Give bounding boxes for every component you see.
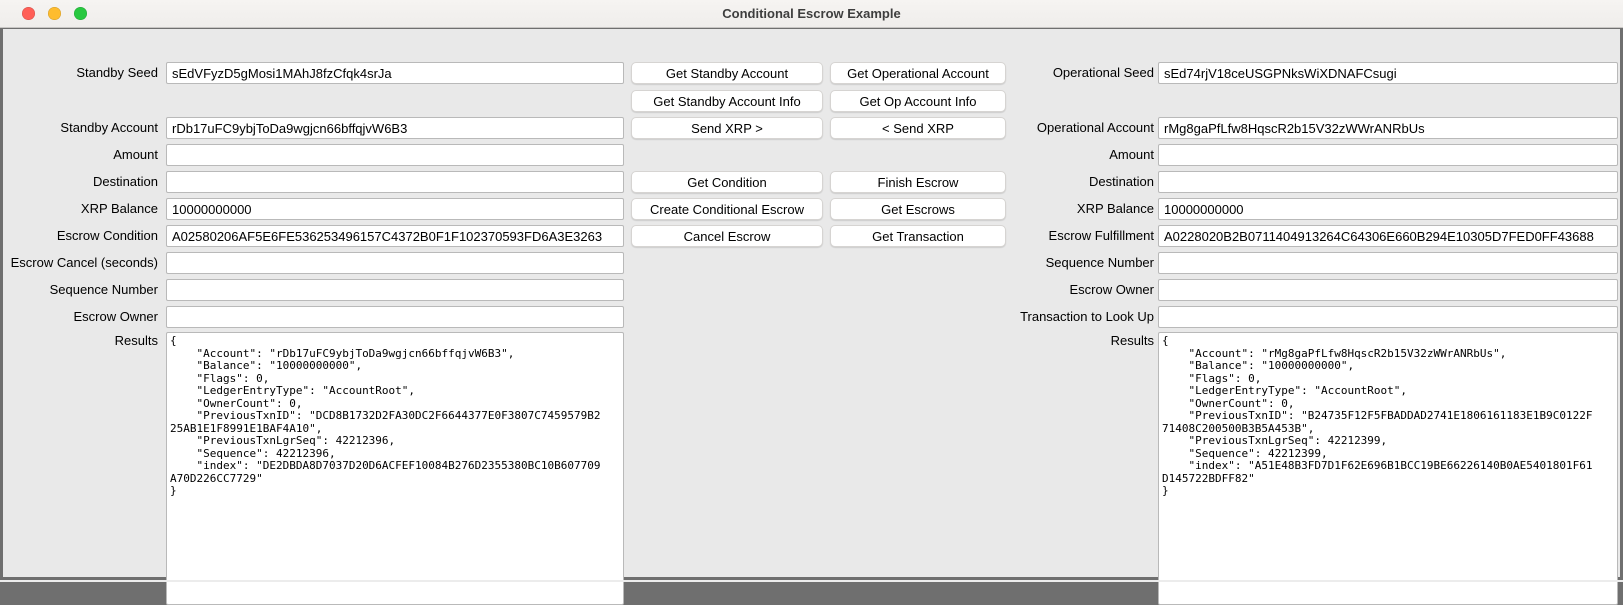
escrow-cancel-input[interactable] bbox=[166, 252, 624, 274]
send-xrp-right-button[interactable]: Send XRP > bbox=[631, 117, 823, 139]
escrow-condition-input[interactable] bbox=[166, 225, 624, 247]
standby-sequence-input[interactable] bbox=[166, 279, 624, 301]
create-conditional-escrow-button[interactable]: Create Conditional Escrow bbox=[631, 198, 823, 220]
transaction-to-look-up-input[interactable] bbox=[1158, 306, 1618, 328]
standby-amount-input[interactable] bbox=[166, 144, 624, 166]
operational-seed-input[interactable] bbox=[1158, 62, 1618, 84]
escrow-fulfillment-input[interactable] bbox=[1158, 225, 1618, 247]
standby-account-label: Standby Account bbox=[60, 120, 158, 135]
escrow-fulfillment-label: Escrow Fulfillment bbox=[1048, 228, 1154, 243]
window-title: Conditional Escrow Example bbox=[722, 6, 901, 21]
get-transaction-button[interactable]: Get Transaction bbox=[830, 225, 1006, 247]
operational-account-label: Operational Account bbox=[1036, 120, 1154, 135]
operational-account-input[interactable] bbox=[1158, 117, 1618, 139]
operational-destination-label: Destination bbox=[1088, 174, 1154, 189]
finish-escrow-button[interactable]: Finish Escrow bbox=[830, 171, 1006, 193]
operational-xrp-balance-label: XRP Balance bbox=[1076, 201, 1154, 216]
transaction-to-look-up-label: Transaction to Look Up bbox=[1020, 309, 1154, 324]
send-xrp-left-button[interactable]: < Send XRP bbox=[830, 117, 1006, 139]
operational-sequence-label: Sequence Number bbox=[1045, 255, 1154, 270]
get-escrows-button[interactable]: Get Escrows bbox=[830, 198, 1006, 220]
standby-xrp-balance-label: XRP Balance bbox=[80, 201, 158, 216]
standby-destination-input[interactable] bbox=[166, 171, 624, 193]
cancel-escrow-button[interactable]: Cancel Escrow bbox=[631, 225, 823, 247]
escrow-condition-label: Escrow Condition bbox=[56, 228, 158, 243]
operational-escrow-owner-label: Escrow Owner bbox=[1069, 282, 1154, 297]
standby-account-input[interactable] bbox=[166, 117, 624, 139]
escrow-cancel-label: Escrow Cancel (seconds) bbox=[10, 255, 158, 270]
window-content bbox=[3, 29, 1620, 577]
operational-seed-label: Operational Seed bbox=[1052, 65, 1154, 80]
operational-xrp-balance-input[interactable] bbox=[1158, 198, 1618, 220]
standby-sequence-label: Sequence Number bbox=[49, 282, 158, 297]
operational-sequence-input[interactable] bbox=[1158, 252, 1618, 274]
get-standby-account-button[interactable]: Get Standby Account bbox=[631, 62, 823, 84]
operational-escrow-owner-input[interactable] bbox=[1158, 279, 1618, 301]
get-operational-account-button[interactable]: Get Operational Account bbox=[830, 62, 1006, 84]
get-standby-account-info-button[interactable]: Get Standby Account Info bbox=[631, 90, 823, 112]
get-op-account-info-button[interactable]: Get Op Account Info bbox=[830, 90, 1006, 112]
standby-seed-input[interactable] bbox=[166, 62, 624, 84]
operational-destination-input[interactable] bbox=[1158, 171, 1618, 193]
standby-seed-label: Standby Seed bbox=[76, 65, 158, 80]
operational-results-textarea[interactable] bbox=[1158, 332, 1618, 605]
standby-xrp-balance-input[interactable] bbox=[166, 198, 624, 220]
standby-results-textarea[interactable] bbox=[166, 332, 624, 605]
titlebar bbox=[0, 0, 1623, 28]
standby-results-label: Results bbox=[114, 333, 158, 348]
operational-results-label: Results bbox=[1110, 333, 1154, 348]
standby-amount-label: Amount bbox=[113, 147, 158, 162]
standby-escrow-owner-label: Escrow Owner bbox=[73, 309, 158, 324]
get-condition-button[interactable]: Get Condition bbox=[631, 171, 823, 193]
standby-escrow-owner-input[interactable] bbox=[166, 306, 624, 328]
operational-amount-input[interactable] bbox=[1158, 144, 1618, 166]
standby-destination-label: Destination bbox=[92, 174, 158, 189]
operational-amount-label: Amount bbox=[1109, 147, 1154, 162]
